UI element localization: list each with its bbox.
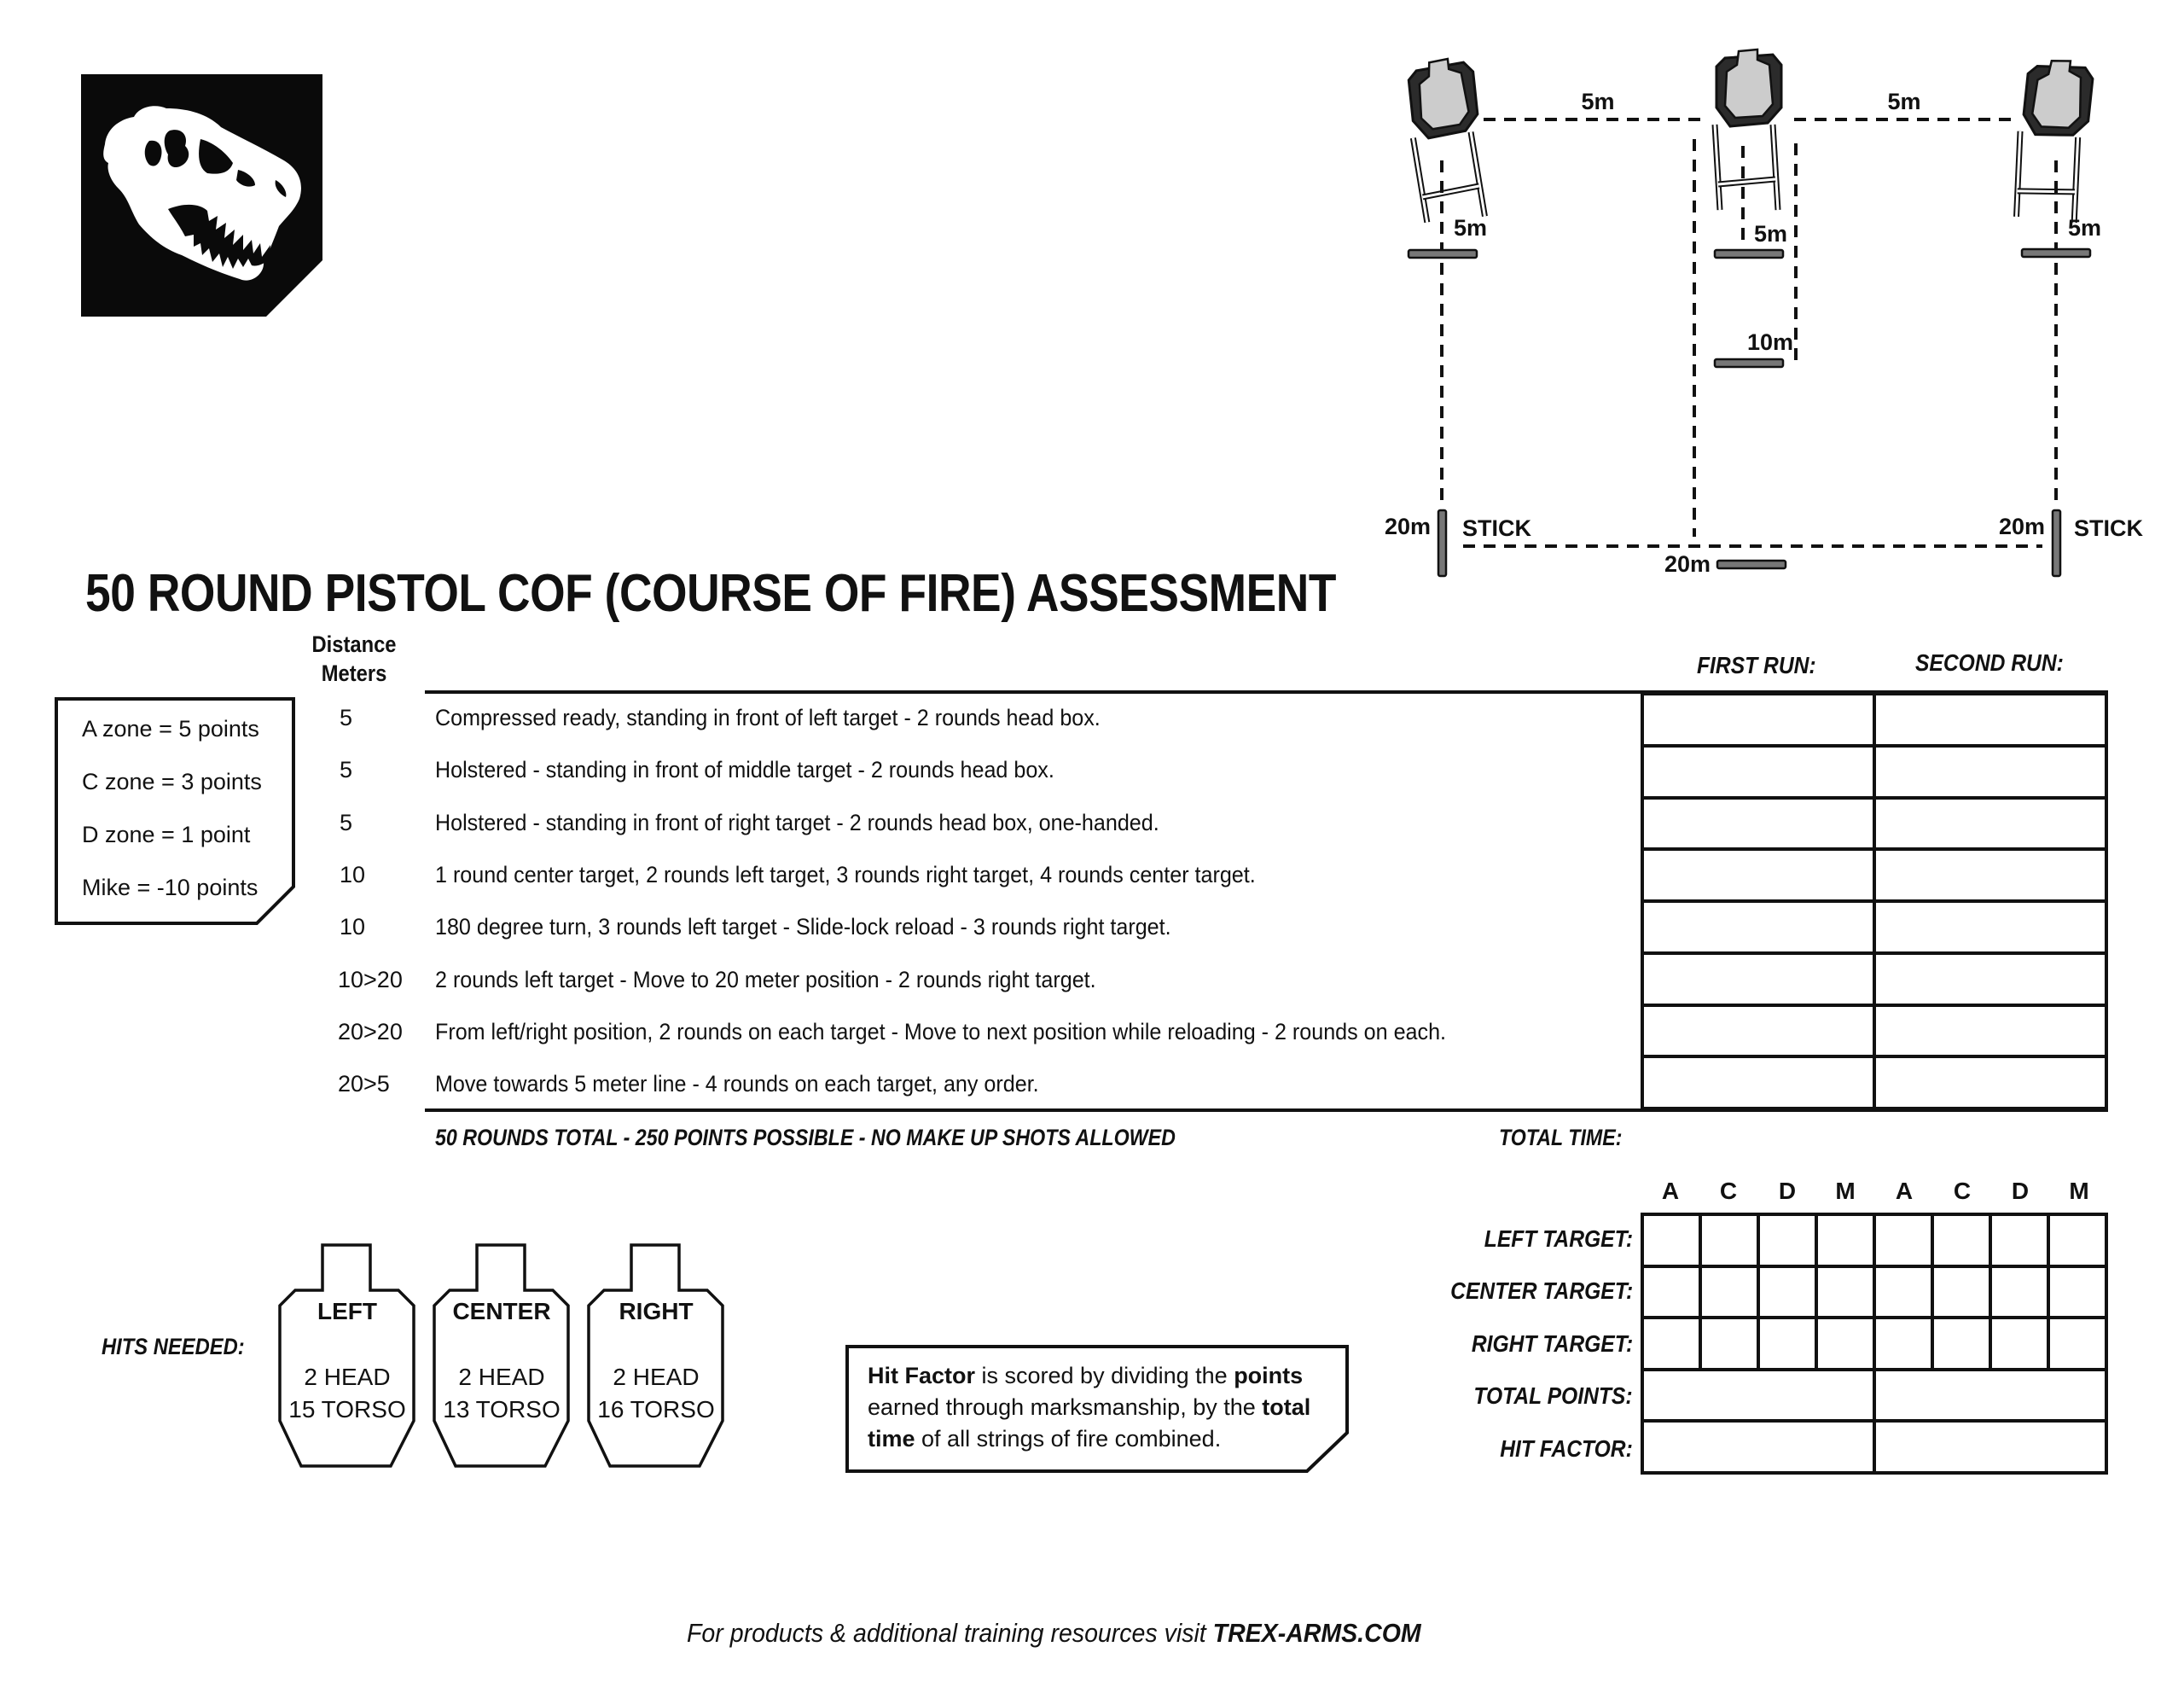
score-cell[interactable]	[1990, 1214, 2048, 1266]
scoring-legend	[55, 697, 295, 925]
second-run-cell[interactable]	[1874, 1056, 2106, 1108]
score-cell[interactable]	[1874, 1214, 1932, 1266]
first-run-cell[interactable]	[1642, 694, 1874, 746]
hit-factor-text	[868, 1360, 1328, 1455]
footer-text: For products & additional training resources visit	[687, 1618, 1213, 1648]
score-cell[interactable]	[1932, 1214, 1990, 1266]
second-run-cell[interactable]	[1874, 849, 2106, 901]
label-stick-right: STICK	[2074, 515, 2143, 541]
row-instruction: 2 rounds left target - Move to 20 meter position - 2 rounds right target.	[435, 967, 1096, 992]
label-right-5m: 5m	[2068, 215, 2102, 241]
column-header: C	[1953, 1178, 1972, 1204]
score-cell[interactable]	[1932, 1266, 1990, 1318]
label-spacing-left: 5m	[1581, 89, 1615, 114]
silhouette-center	[433, 1243, 571, 1469]
total-time-label: TOTAL TIME:	[1499, 1125, 1623, 1150]
hit-factor-term: Hit Factor	[868, 1363, 976, 1388]
score-cell[interactable]	[2048, 1214, 2106, 1266]
label-center-5m: 5m	[1754, 221, 1788, 247]
hit-factor-note	[845, 1345, 1349, 1473]
first-run-cell[interactable]	[1642, 798, 1874, 850]
totals-note: 50 ROUNDS TOTAL - 250 POINTS POSSIBLE - NO MAKE UP SHOTS ALLOWED	[435, 1125, 1176, 1150]
first-run-cell[interactable]	[1642, 746, 1874, 798]
center-target-label: CENTER TARGET:	[1450, 1277, 1633, 1304]
column-header: A	[1895, 1178, 1914, 1204]
column-header: M	[2069, 1178, 2089, 1204]
marker-center-10m	[1715, 359, 1783, 367]
score-cell[interactable]	[1990, 1318, 2048, 1370]
center-target-row	[1642, 1266, 2106, 1318]
score-cell[interactable]	[1700, 1266, 1758, 1318]
row-instruction: Holstered - standing in front of middle target - 2 rounds head box.	[435, 757, 1054, 783]
footer	[687, 1618, 1421, 1649]
legend-mike: Mike = -10 points	[82, 875, 258, 900]
left-target-label: LEFT TARGET:	[1484, 1225, 1633, 1252]
score-cell[interactable]	[1758, 1318, 1816, 1370]
row-instruction: Compressed ready, standing in front of left target - 2 rounds head box.	[435, 705, 1101, 730]
run-score-grid	[1641, 692, 2108, 1110]
score-cell[interactable]	[1758, 1214, 1816, 1266]
marker-center-5m	[1715, 250, 1783, 258]
footer-link[interactable]: TREX-ARMS.COM	[1212, 1618, 1421, 1648]
first-run-cell[interactable]	[1642, 1005, 1874, 1057]
second-run-cell[interactable]	[1874, 1005, 2106, 1057]
page-title: 50 ROUND PISTOL COF (COURSE OF FIRE) ASSESSMENT	[85, 564, 1337, 623]
stick-left	[1438, 510, 1446, 576]
second-run-cell[interactable]	[1874, 746, 2106, 798]
second-run-label: SECOND RUN:	[1915, 649, 2064, 676]
silhouette-torso-hits: 13 TORSO	[443, 1396, 561, 1423]
hit-factor-first-run[interactable]	[1642, 1421, 1874, 1473]
row-distance: 20>5	[338, 1071, 390, 1097]
hit-factor-row	[1642, 1421, 2106, 1473]
distance-header	[309, 630, 399, 688]
row-instruction: Holstered - standing in front of right target - 2 rounds head box, one-handed.	[435, 810, 1159, 835]
right-target-row	[1642, 1318, 2106, 1370]
silhouette-head-hits: 2 HEAD	[613, 1364, 700, 1390]
silhouette-right	[587, 1243, 725, 1469]
legend-a-zone: A zone = 5 points	[82, 716, 259, 742]
column-header: D	[2011, 1178, 2030, 1204]
range-diagram	[1365, 34, 2184, 597]
right-target-label: RIGHT TARGET:	[1471, 1330, 1633, 1357]
points-term: points	[1234, 1363, 1304, 1388]
score-cell[interactable]	[1816, 1318, 1874, 1370]
silhouette-torso-hits: 15 TORSO	[288, 1396, 406, 1423]
score-cell[interactable]	[1816, 1266, 1874, 1318]
silhouette-name: CENTER	[452, 1298, 551, 1324]
hit-factor-text-part: is scored by dividing the	[975, 1363, 1234, 1388]
score-cell[interactable]	[2048, 1266, 2106, 1318]
legend-d-zone: D zone = 1 point	[82, 822, 251, 847]
row-distance: 5	[340, 705, 353, 730]
marker-left-5m	[1409, 250, 1477, 258]
silhouette-name: LEFT	[317, 1298, 377, 1324]
left-target-row	[1642, 1214, 2106, 1266]
score-cell[interactable]	[1758, 1266, 1816, 1318]
first-run-cell[interactable]	[1642, 1056, 1874, 1108]
score-cell[interactable]	[1642, 1266, 1700, 1318]
first-run-cell[interactable]	[1642, 849, 1874, 901]
hits-needed-label: HITS NEEDED:	[102, 1334, 245, 1359]
column-header: M	[1835, 1178, 1856, 1204]
total-points-first-run[interactable]	[1642, 1370, 1874, 1422]
row-instruction: 1 round center target, 2 rounds left target, 3 rounds right target, 4 rounds center target.	[435, 862, 1256, 887]
second-run-cell[interactable]	[1874, 694, 2106, 746]
hit-factor-text-part: of all strings of fire combined.	[915, 1426, 1222, 1452]
score-cell[interactable]	[1700, 1214, 1758, 1266]
total-points-label: TOTAL POINTS:	[1473, 1382, 1633, 1409]
total-points-second-run[interactable]	[1874, 1370, 2106, 1422]
first-run-label: FIRST RUN:	[1697, 652, 1816, 678]
column-header: C	[1719, 1178, 1738, 1204]
legend-c-zone: C zone = 3 points	[82, 769, 262, 794]
second-run-cell[interactable]	[1874, 953, 2106, 1005]
label-spacing-right: 5m	[1887, 89, 1921, 114]
row-instruction: Move towards 5 meter line - 4 rounds on each target, any order.	[435, 1071, 1039, 1097]
target-stand-left	[1405, 56, 1488, 223]
score-cell[interactable]	[1816, 1214, 1874, 1266]
label-stick-right-distance: 20m	[1998, 514, 2045, 539]
score-cell[interactable]	[1700, 1318, 1758, 1370]
row-distance: 10>20	[338, 967, 403, 992]
second-run-cell[interactable]	[1874, 901, 2106, 953]
silhouette-torso-hits: 16 TORSO	[597, 1396, 715, 1423]
target-score-grid	[1641, 1213, 2108, 1475]
second-run-cell[interactable]	[1874, 798, 2106, 850]
column-header: A	[1661, 1178, 1680, 1204]
marker-right-5m	[2022, 249, 2090, 257]
silhouette-name: RIGHT	[619, 1298, 694, 1324]
target-stand-right	[2012, 56, 2094, 223]
row-instruction: 180 degree turn, 3 rounds left target - Slide-lock reload - 3 rounds right target.	[435, 914, 1171, 940]
first-run-cell[interactable]	[1642, 901, 1874, 953]
score-cell[interactable]	[1932, 1318, 1990, 1370]
marker-center-20m	[1717, 561, 1786, 568]
silhouette-head-hits: 2 HEAD	[304, 1364, 391, 1390]
stick-right	[2053, 510, 2060, 576]
trex-logo	[81, 74, 322, 317]
score-cell[interactable]	[1642, 1214, 1700, 1266]
row-instruction: From left/right position, 2 rounds on each target - Move to next position while reloading - 2 rounds on each.	[435, 1019, 1447, 1044]
silhouette-left	[278, 1243, 416, 1469]
label-center-10m: 10m	[1747, 329, 1794, 355]
distance-header-line1: Distance	[311, 631, 397, 657]
hit-factor-second-run[interactable]	[1874, 1421, 2106, 1473]
score-cell[interactable]	[2048, 1318, 2106, 1370]
score-cell[interactable]	[1874, 1318, 1932, 1370]
label-stick-left-distance: 20m	[1384, 514, 1431, 539]
score-cell[interactable]	[1990, 1266, 2048, 1318]
total-time-term: total time	[868, 1394, 1311, 1452]
score-cell[interactable]	[1642, 1318, 1700, 1370]
row-distance: 10	[340, 914, 366, 940]
label-center-20m: 20m	[1664, 551, 1711, 577]
trex-skull-icon	[81, 74, 322, 317]
hit-factor-label: HIT FACTOR:	[1500, 1435, 1633, 1462]
row-distance: 5	[340, 810, 353, 835]
total-points-row	[1642, 1370, 2106, 1422]
label-left-5m: 5m	[1454, 215, 1488, 241]
label-stick-left: STICK	[1462, 515, 1531, 541]
hit-factor-text-part: earned through marksmanship, by the	[868, 1394, 1263, 1420]
target-stand-center	[1715, 49, 1781, 210]
row-distance: 20>20	[338, 1019, 403, 1044]
distance-header-line2: Meters	[321, 660, 387, 686]
score-cell[interactable]	[1874, 1266, 1932, 1318]
column-header: D	[1778, 1178, 1797, 1204]
row-distance: 5	[340, 757, 353, 783]
silhouette-head-hits: 2 HEAD	[458, 1364, 545, 1390]
row-distance: 10	[340, 862, 366, 887]
first-run-cell[interactable]	[1642, 953, 1874, 1005]
